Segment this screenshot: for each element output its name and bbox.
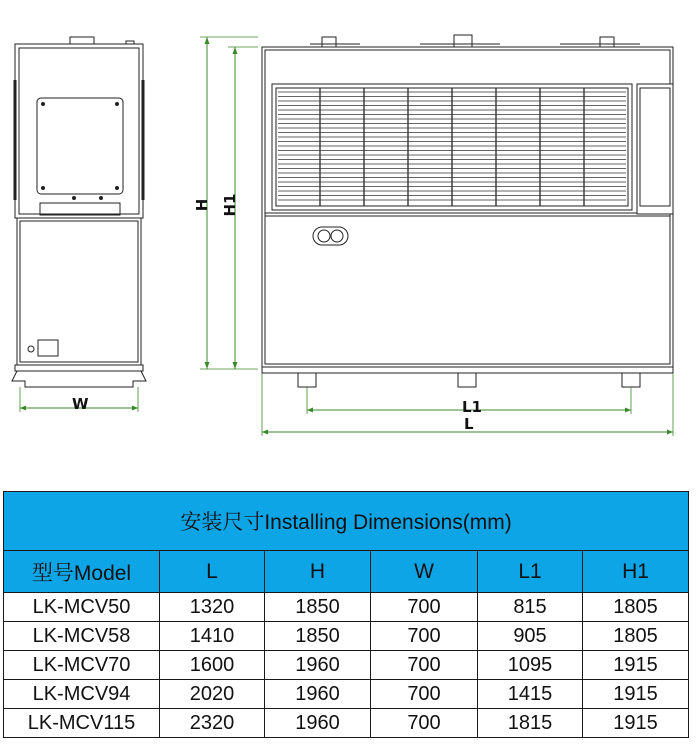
cell-l: 2320 xyxy=(160,709,265,738)
label-l1: L1 xyxy=(462,398,482,416)
cell-h1: 1915 xyxy=(583,651,689,680)
cell-l1: 905 xyxy=(478,622,583,651)
cell-w: 700 xyxy=(371,680,478,709)
cell-h: 1960 xyxy=(265,709,371,738)
cell-l: 2020 xyxy=(160,680,265,709)
cell-h: 1850 xyxy=(265,593,371,622)
side-view xyxy=(12,37,146,387)
label-h: H xyxy=(193,198,211,212)
table-row xyxy=(4,709,689,738)
cell-l1: 1415 xyxy=(478,680,583,709)
cell-h1: 1915 xyxy=(583,709,689,738)
installing-dimensions-table xyxy=(3,491,689,738)
cell-h: 1850 xyxy=(265,622,371,651)
column-header-l: L xyxy=(160,551,265,593)
column-header-w: W xyxy=(371,551,478,593)
cell-model: LK-MCV94 xyxy=(4,680,160,709)
cell-l1: 1095 xyxy=(478,651,583,680)
cell-l: 1600 xyxy=(160,651,265,680)
table-row xyxy=(4,680,689,709)
table-row xyxy=(4,593,689,622)
cell-model: LK-MCV115 xyxy=(4,709,160,738)
cell-w: 700 xyxy=(371,593,478,622)
cell-w: 700 xyxy=(371,622,478,651)
cell-l: 1410 xyxy=(160,622,265,651)
column-header-model: 型号Model xyxy=(4,551,160,593)
cell-model: LK-MCV50 xyxy=(4,593,160,622)
column-header-h: H xyxy=(265,551,371,593)
cell-l1: 1815 xyxy=(478,709,583,738)
label-h1: H1 xyxy=(221,193,239,217)
cell-h1: 1915 xyxy=(583,680,689,709)
cell-l: 1320 xyxy=(160,593,265,622)
table-title-row xyxy=(4,492,689,551)
table-row xyxy=(4,651,689,680)
column-header-l1: L1 xyxy=(478,551,583,593)
cell-l1: 815 xyxy=(478,593,583,622)
cell-model: LK-MCV70 xyxy=(4,651,160,680)
cell-h1: 1805 xyxy=(583,593,689,622)
cell-w: 700 xyxy=(371,709,478,738)
table-row xyxy=(4,622,689,651)
column-header-h1: H1 xyxy=(583,551,689,593)
cell-h: 1960 xyxy=(265,680,371,709)
table-header-row xyxy=(4,551,689,593)
label-w: W xyxy=(72,395,89,413)
cell-h: 1960 xyxy=(265,651,371,680)
front-view xyxy=(262,35,673,387)
cell-w: 700 xyxy=(371,651,478,680)
table-title: 安装尺寸Installing Dimensions(mm) xyxy=(4,492,689,551)
cell-model: LK-MCV58 xyxy=(4,622,160,651)
cell-h1: 1805 xyxy=(583,622,689,651)
label-l: L xyxy=(464,415,474,433)
